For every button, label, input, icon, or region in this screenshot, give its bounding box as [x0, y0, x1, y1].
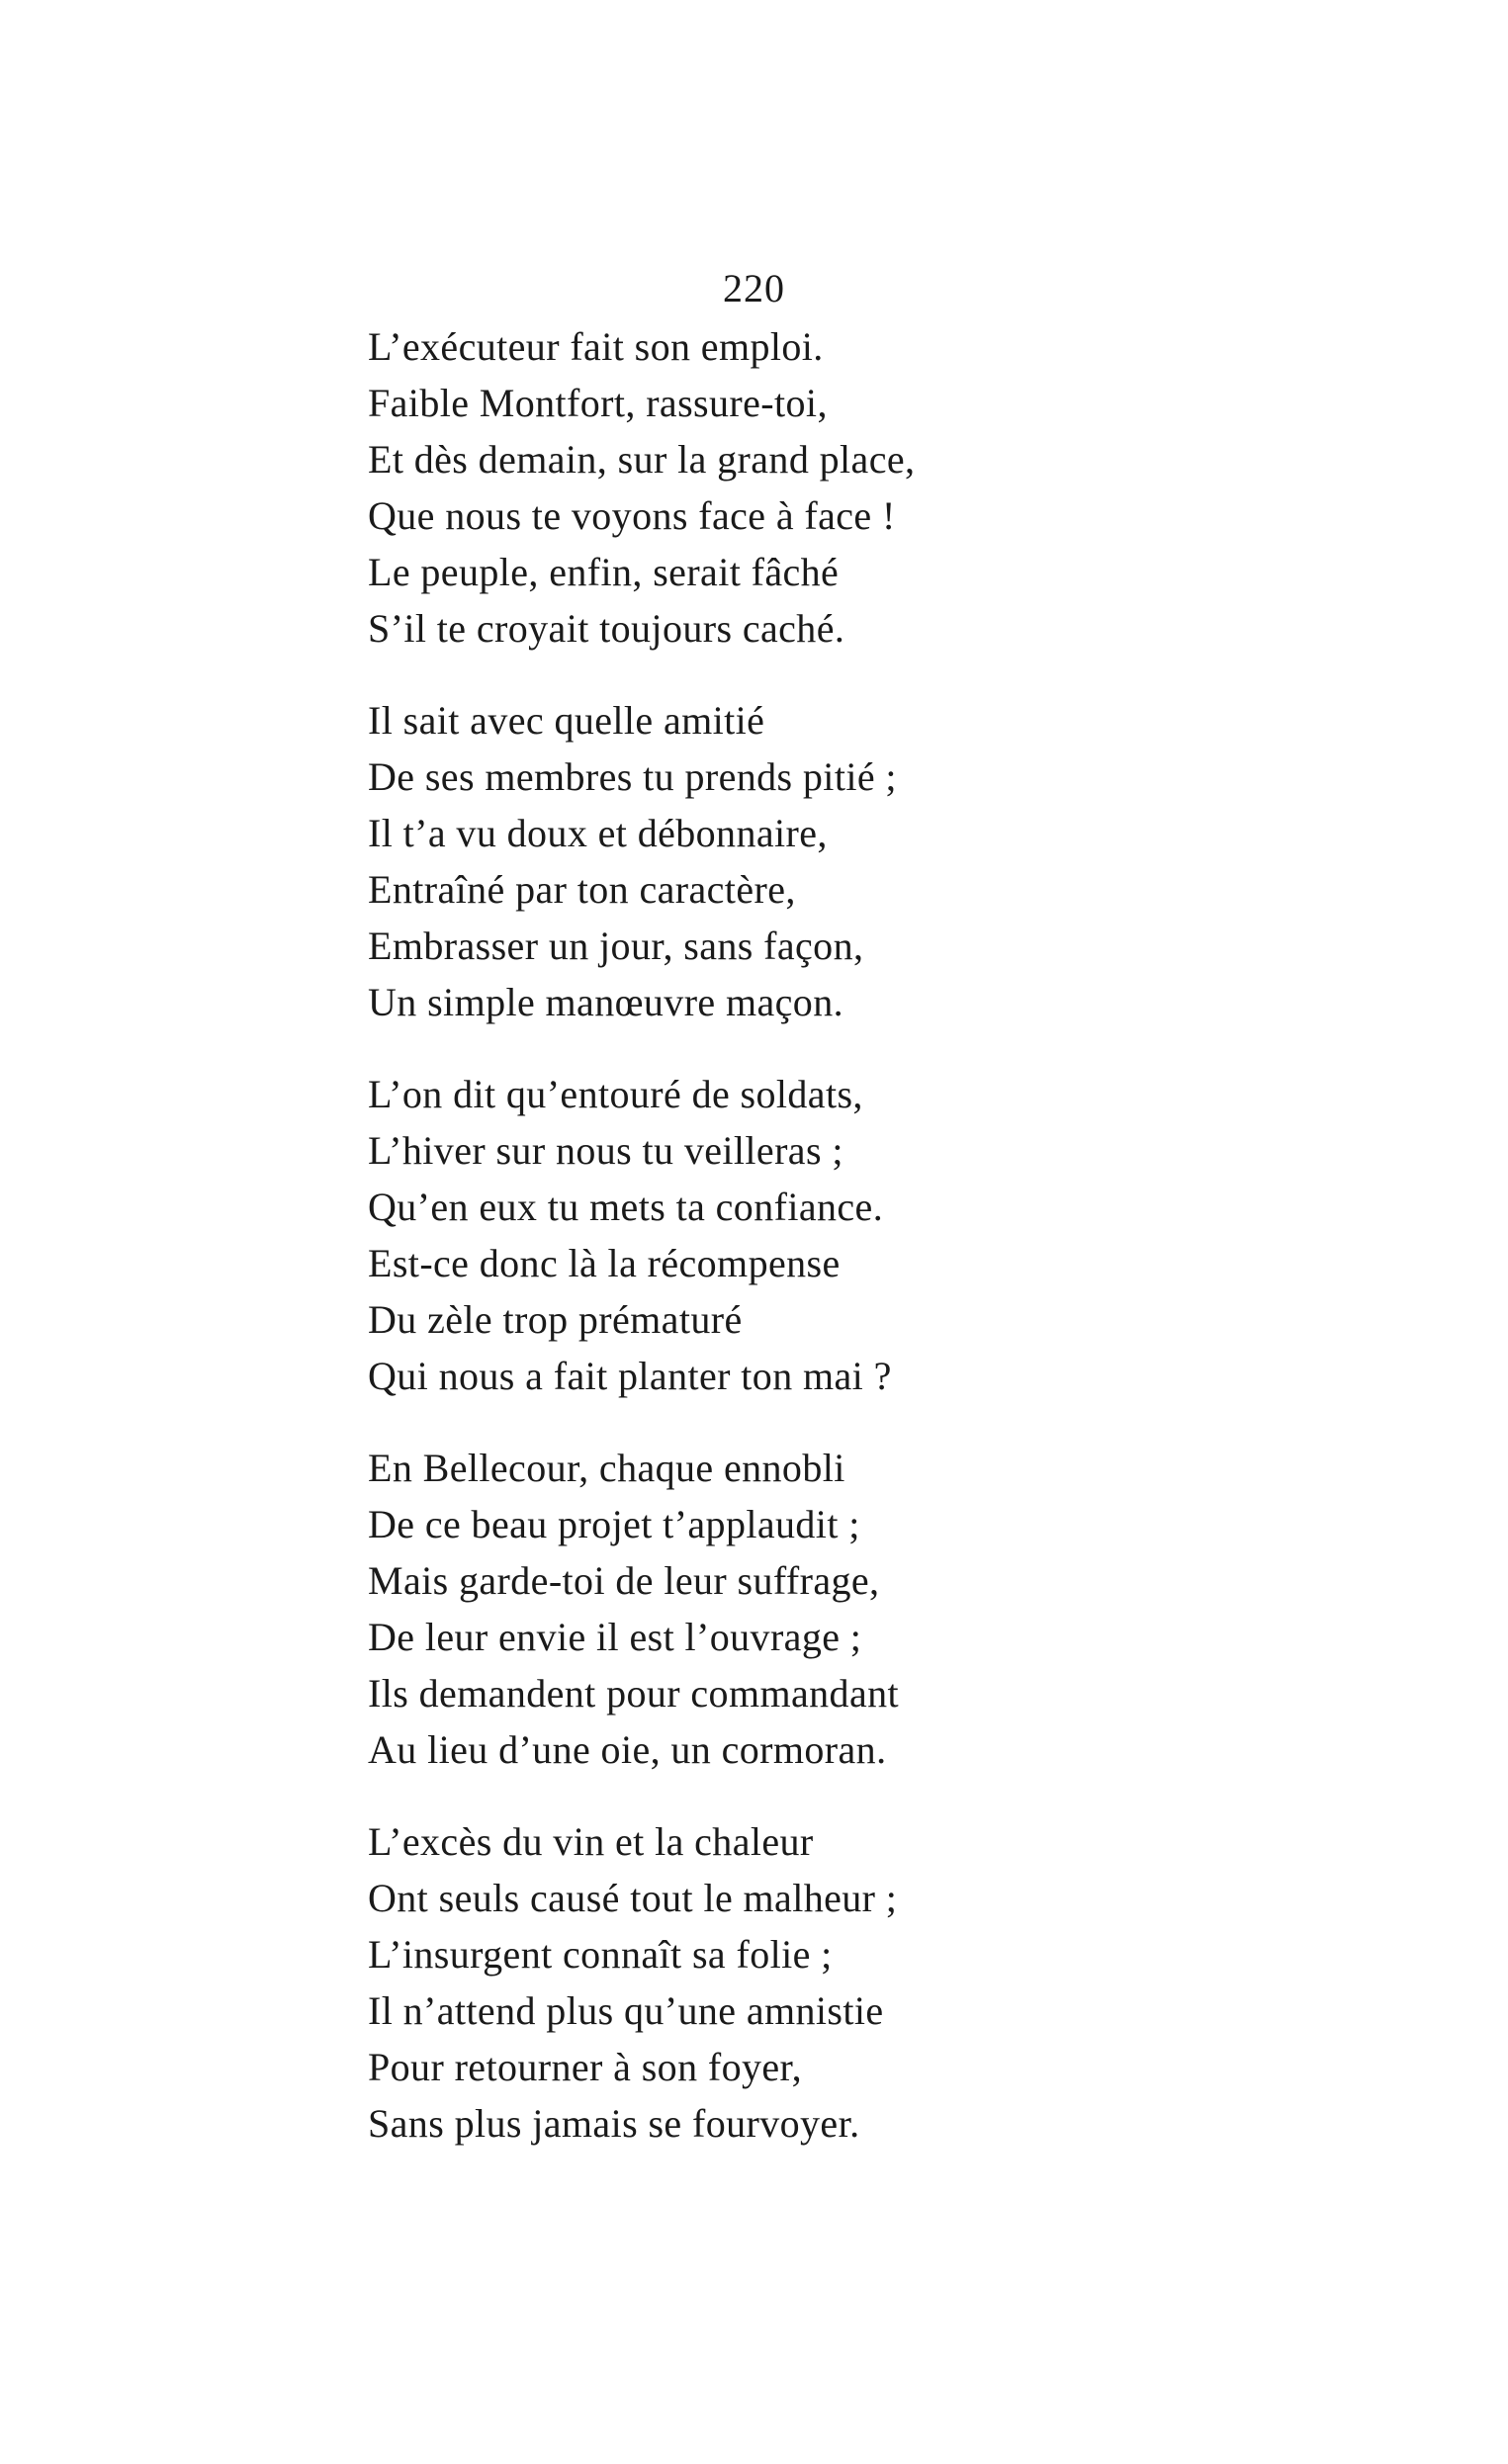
verse-line: Mais garde-toi de leur suffrage,: [368, 1558, 880, 1603]
poem: [368, 318, 1357, 2152]
stanza-2: [368, 692, 1357, 1030]
stanza-4: [368, 1440, 1357, 1778]
verse-line: Qui nous a fait planter ton mai ?: [368, 1354, 892, 1398]
page-number: 220: [723, 266, 785, 310]
verse-line: De ce beau projet t’applaudit ;: [368, 1502, 860, 1546]
verse-line: Embrasser un jour, sans façon,: [368, 924, 864, 968]
verse-line: L’insurgent connaît sa folie ;: [368, 1932, 833, 1977]
verse-line: Ont seuls causé tout le malheur ;: [368, 1876, 898, 1920]
stanza-1: [368, 318, 1357, 657]
verse-line: L’excès du vin et la chaleur: [368, 1819, 814, 1864]
verse-line: Au lieu d’une oie, un cormoran.: [368, 1727, 887, 1772]
verse-line: Le peuple, enfin, serait fâché: [368, 550, 840, 594]
verse-line: L’exécuteur fait son emploi.: [368, 324, 824, 369]
verse-line: De ses membres tu prends pitié ;: [368, 754, 897, 799]
verse-line: Pour retourner à son foyer,: [368, 2045, 803, 2089]
verse-line: Un simple manœuvre maçon.: [368, 980, 843, 1024]
verse-line: En Bellecour, chaque ennobli: [368, 1446, 845, 1490]
verse-line: Il t’a vu doux et débonnaire,: [368, 811, 828, 855]
verse-line: Sans plus jamais se fourvoyer.: [368, 2101, 860, 2146]
verse-line: S’il te croyait toujours caché.: [368, 606, 845, 651]
verse-line: Ils demandent pour commandant: [368, 1671, 900, 1716]
verse-line: Entraîné par ton caractère,: [368, 867, 796, 912]
verse-line: Qu’en eux tu mets ta confiance.: [368, 1185, 884, 1229]
verse-line: L’hiver sur nous tu veilleras ;: [368, 1128, 843, 1173]
verse-line: Et dès demain, sur la grand place,: [368, 437, 916, 482]
stanza-5: [368, 1813, 1357, 2152]
verse-line: Il n’attend plus qu’une amnistie: [368, 1988, 884, 2033]
verse-line: De leur envie il est l’ouvrage ;: [368, 1615, 862, 1659]
stanza-3: [368, 1066, 1357, 1404]
verse-line: Faible Montfort, rassure-toi,: [368, 381, 828, 425]
verse-line: L’on dit qu’entouré de soldats,: [368, 1072, 863, 1116]
verse-line: Il sait avec quelle amitié: [368, 698, 765, 743]
verse-line: Du zèle trop prématuré: [368, 1297, 743, 1342]
verse-line: Est-ce donc là la récompense: [368, 1241, 841, 1285]
verse-line: Que nous te voyons face à face !: [368, 493, 896, 538]
